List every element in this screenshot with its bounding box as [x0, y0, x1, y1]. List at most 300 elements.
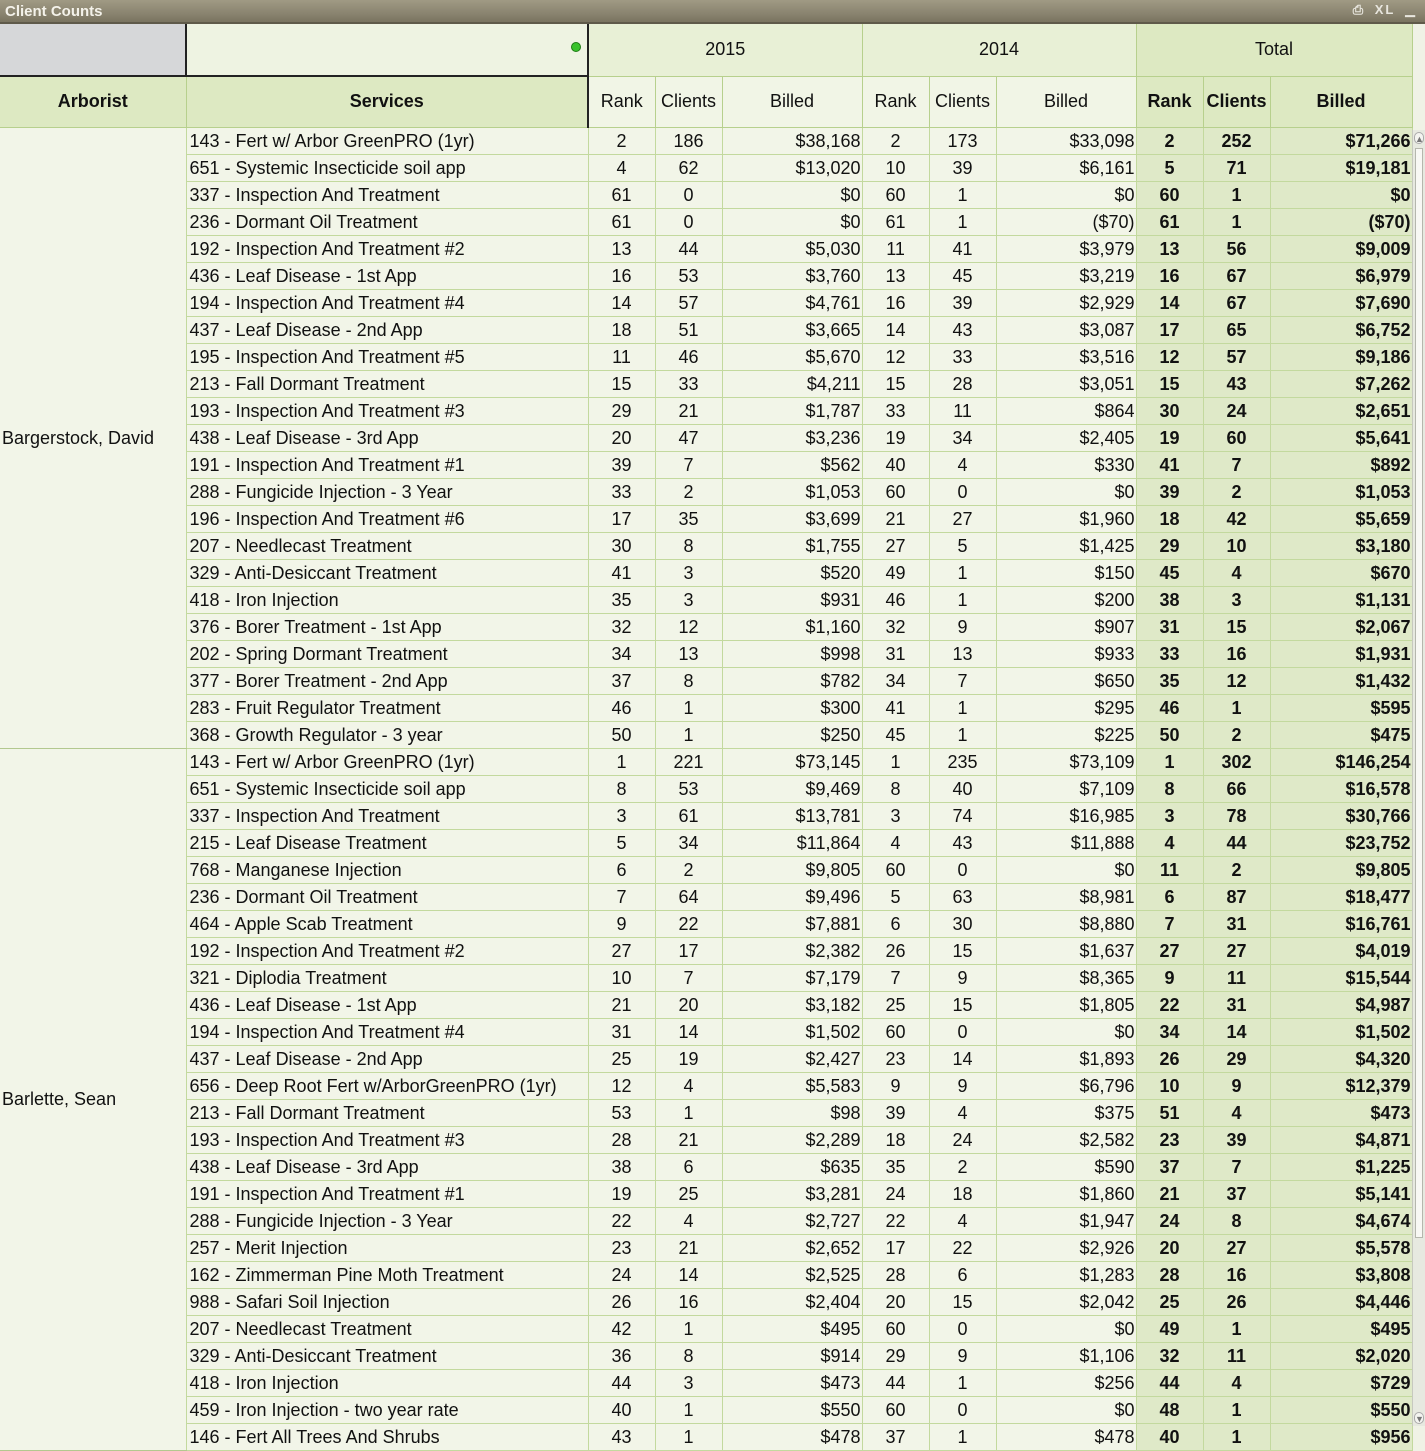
cell-2015-rank: 16: [588, 262, 655, 289]
cell-2014-clients: 15: [929, 1288, 996, 1315]
table-row[interactable]: [0, 1261, 1412, 1288]
cell-total-billed: $3,180: [1270, 532, 1412, 559]
cell-2014-clients: 43: [929, 316, 996, 343]
cell-total-clients: 65: [1203, 316, 1270, 343]
cell-service[interactable]: 337 - Inspection And Treatment: [186, 181, 588, 208]
window-titlebar: [0, 0, 1425, 24]
table-row[interactable]: [0, 559, 1412, 586]
cell-2015-billed: $3,182: [722, 991, 862, 1018]
cell-total-rank: 5: [1136, 154, 1203, 181]
cell-2015-rank: 53: [588, 1099, 655, 1126]
print-icon[interactable]: ⎙: [1352, 2, 1366, 17]
cell-2015-billed: $5,030: [722, 235, 862, 262]
cell-2015-clients: 8: [655, 532, 722, 559]
cell-2014-billed: $650: [996, 667, 1136, 694]
cell-2014-clients: 1: [929, 694, 996, 721]
cell-total-billed: $475: [1270, 721, 1412, 748]
cell-2014-billed: $0: [996, 1018, 1136, 1045]
cell-total-billed: ($70): [1270, 208, 1412, 235]
cell-2014-clients: 63: [929, 883, 996, 910]
cell-total-clients: 1: [1203, 694, 1270, 721]
cell-service[interactable]: 377 - Borer Treatment - 2nd App: [186, 667, 588, 694]
cell-2014-clients: 6: [929, 1261, 996, 1288]
table-row[interactable]: [0, 667, 1412, 694]
cell-service[interactable]: 438 - Leaf Disease - 3rd App: [186, 1153, 588, 1180]
table-row[interactable]: [0, 721, 1412, 748]
cell-total-billed: $5,141: [1270, 1180, 1412, 1207]
table-row[interactable]: [0, 154, 1412, 181]
cell-2014-rank: 33: [862, 397, 929, 424]
cell-service[interactable]: 192 - Inspection And Treatment #2: [186, 235, 588, 262]
cell-2015-clients: 4: [655, 1072, 722, 1099]
cell-2014-billed: $478: [996, 1423, 1136, 1450]
table-row[interactable]: [0, 1423, 1412, 1450]
cell-2014-rank: 12: [862, 343, 929, 370]
table-row[interactable]: [0, 1045, 1412, 1072]
cell-2015-rank: 37: [588, 667, 655, 694]
cell-service[interactable]: 651 - Systemic Insecticide soil app: [186, 154, 588, 181]
cell-service[interactable]: 196 - Inspection And Treatment #6: [186, 505, 588, 532]
cell-2015-clients: 2: [655, 856, 722, 883]
cell-total-clients: 71: [1203, 154, 1270, 181]
cell-2014-billed: $1,960: [996, 505, 1136, 532]
cell-2015-clients: 35: [655, 505, 722, 532]
cell-2015-billed: $4,761: [722, 289, 862, 316]
cell-total-billed: $1,053: [1270, 478, 1412, 505]
cell-2014-clients: 1: [929, 208, 996, 235]
cell-2014-billed: $6,161: [996, 154, 1136, 181]
cell-service[interactable]: 418 - Iron Injection: [186, 1369, 588, 1396]
table-row[interactable]: [0, 910, 1412, 937]
table-row[interactable]: [0, 802, 1412, 829]
table-row[interactable]: [0, 370, 1412, 397]
column-header-clients[interactable]: Clients: [1203, 76, 1270, 127]
cell-2015-rank: 29: [588, 397, 655, 424]
year-header-2015[interactable]: 2015: [588, 24, 862, 76]
table-row[interactable]: [0, 262, 1412, 289]
cell-2015-clients: 51: [655, 316, 722, 343]
column-header-rank[interactable]: Rank: [862, 76, 929, 127]
cell-2015-billed: $782: [722, 667, 862, 694]
table-row[interactable]: [0, 775, 1412, 802]
cell-2014-billed: $150: [996, 559, 1136, 586]
cell-2014-rank: 60: [862, 1315, 929, 1342]
cell-2014-rank: 35: [862, 1153, 929, 1180]
column-header-services[interactable]: Services: [186, 76, 588, 127]
table-row[interactable]: [0, 289, 1412, 316]
cell-2014-billed: $16,985: [996, 802, 1136, 829]
cell-2015-billed: $931: [722, 586, 862, 613]
table-row[interactable]: [0, 532, 1412, 559]
cell-2014-rank: 4: [862, 829, 929, 856]
table-row[interactable]: [0, 397, 1412, 424]
column-header-billed[interactable]: Billed: [1270, 76, 1412, 127]
table-row[interactable]: [0, 451, 1412, 478]
table-row[interactable]: [0, 316, 1412, 343]
cell-service[interactable]: 376 - Borer Treatment - 1st App: [186, 613, 588, 640]
cell-total-clients: 27: [1203, 1234, 1270, 1261]
cell-total-clients: 4: [1203, 1099, 1270, 1126]
cell-2014-billed: $1,106: [996, 1342, 1136, 1369]
cell-service[interactable]: 257 - Merit Injection: [186, 1234, 588, 1261]
cell-service[interactable]: 207 - Needlecast Treatment: [186, 1315, 588, 1342]
cell-2014-clients: 74: [929, 802, 996, 829]
cell-service[interactable]: 143 - Fert w/ Arbor GreenPRO (1yr): [186, 748, 588, 775]
cell-service[interactable]: 194 - Inspection And Treatment #4: [186, 289, 588, 316]
table-row[interactable]: [0, 478, 1412, 505]
cell-2015-billed: $2,404: [722, 1288, 862, 1315]
cell-2014-rank: 60: [862, 1396, 929, 1423]
cell-2015-billed: $38,168: [722, 127, 862, 154]
table-row[interactable]: [0, 1099, 1412, 1126]
cell-arborist[interactable]: Bargerstock, David: [0, 127, 186, 748]
cell-2014-clients: 34: [929, 424, 996, 451]
cell-total-rank: 4: [1136, 829, 1203, 856]
cell-total-rank: 17: [1136, 316, 1203, 343]
cell-2015-clients: 0: [655, 181, 722, 208]
vertical-scrollbar[interactable]: [1412, 130, 1425, 1426]
table-row[interactable]: [0, 1315, 1412, 1342]
table-row[interactable]: [0, 991, 1412, 1018]
cell-total-rank: 28: [1136, 1261, 1203, 1288]
cell-2015-clients: 2: [655, 478, 722, 505]
cell-2015-rank: 22: [588, 1207, 655, 1234]
cell-2015-billed: $998: [722, 640, 862, 667]
column-header-clients[interactable]: Clients: [655, 76, 722, 127]
table-row[interactable]: [0, 856, 1412, 883]
table-row[interactable]: [0, 964, 1412, 991]
cell-total-clients: 16: [1203, 1261, 1270, 1288]
cell-total-clients: 11: [1203, 1342, 1270, 1369]
table-row[interactable]: [0, 1180, 1412, 1207]
cell-total-rank: 21: [1136, 1180, 1203, 1207]
cell-total-clients: 56: [1203, 235, 1270, 262]
cell-total-billed: $4,674: [1270, 1207, 1412, 1234]
cell-2014-rank: 39: [862, 1099, 929, 1126]
cell-2015-clients: 34: [655, 829, 722, 856]
cell-total-rank: 13: [1136, 235, 1203, 262]
table-row[interactable]: [0, 181, 1412, 208]
cell-2015-billed: $250: [722, 721, 862, 748]
table-row[interactable]: [0, 1153, 1412, 1180]
column-header-billed[interactable]: Billed: [722, 76, 862, 127]
cell-total-clients: 31: [1203, 910, 1270, 937]
cell-service[interactable]: 213 - Fall Dormant Treatment: [186, 1099, 588, 1126]
xl-icon[interactable]: XL: [1374, 2, 1396, 17]
cell-2015-billed: $473: [722, 1369, 862, 1396]
cell-total-clients: 302: [1203, 748, 1270, 775]
cell-total-billed: $9,009: [1270, 235, 1412, 262]
cell-service[interactable]: 213 - Fall Dormant Treatment: [186, 370, 588, 397]
cell-2015-billed: $2,652: [722, 1234, 862, 1261]
column-header-arborist[interactable]: Arborist: [0, 76, 186, 127]
cell-2015-clients: 6: [655, 1153, 722, 1180]
cell-total-rank: 51: [1136, 1099, 1203, 1126]
year-header-total[interactable]: Total: [1136, 24, 1412, 76]
cell-service[interactable]: 321 - Diplodia Treatment: [186, 964, 588, 991]
table-row[interactable]: [0, 829, 1412, 856]
cell-2014-rank: 32: [862, 613, 929, 640]
cell-2015-rank: 12: [588, 1072, 655, 1099]
cell-2014-billed: $864: [996, 397, 1136, 424]
cell-service[interactable]: 368 - Growth Regulator - 3 year: [186, 721, 588, 748]
cell-2015-clients: 46: [655, 343, 722, 370]
cell-service[interactable]: 437 - Leaf Disease - 2nd App: [186, 1045, 588, 1072]
cell-2015-billed: $3,665: [722, 316, 862, 343]
cell-2014-clients: 1: [929, 1423, 996, 1450]
cell-2014-clients: 33: [929, 343, 996, 370]
cell-service[interactable]: 215 - Leaf Disease Treatment: [186, 829, 588, 856]
cell-total-billed: $5,641: [1270, 424, 1412, 451]
cell-2015-rank: 14: [588, 289, 655, 316]
cell-service[interactable]: 337 - Inspection And Treatment: [186, 802, 588, 829]
cell-2014-billed: $0: [996, 478, 1136, 505]
column-header-rank[interactable]: Rank: [588, 76, 655, 127]
cell-2015-billed: $5,583: [722, 1072, 862, 1099]
cell-service[interactable]: 437 - Leaf Disease - 2nd App: [186, 316, 588, 343]
table-row[interactable]: [0, 937, 1412, 964]
cell-total-rank: 30: [1136, 397, 1203, 424]
cell-2014-billed: $295: [996, 694, 1136, 721]
cell-2014-billed: $1,805: [996, 991, 1136, 1018]
cell-2015-rank: 40: [588, 1396, 655, 1423]
cell-total-rank: 3: [1136, 802, 1203, 829]
cell-service[interactable]: 146 - Fert All Trees And Shrubs: [186, 1423, 588, 1450]
table-row[interactable]: [0, 640, 1412, 667]
cell-2014-rank: 1: [862, 748, 929, 775]
cell-2015-billed: $7,881: [722, 910, 862, 937]
cell-2014-rank: 23: [862, 1045, 929, 1072]
cell-service[interactable]: 651 - Systemic Insecticide soil app: [186, 775, 588, 802]
cell-2014-rank: 3: [862, 802, 929, 829]
cell-2014-rank: 27: [862, 532, 929, 559]
table-row[interactable]: [0, 127, 1412, 154]
cell-2014-billed: $1,893: [996, 1045, 1136, 1072]
cell-total-rank: 49: [1136, 1315, 1203, 1342]
cell-service[interactable]: 194 - Inspection And Treatment #4: [186, 1018, 588, 1045]
cell-service[interactable]: 459 - Iron Injection - two year rate: [186, 1396, 588, 1423]
cell-2014-rank: 44: [862, 1369, 929, 1396]
cell-total-billed: $5,578: [1270, 1234, 1412, 1261]
scroll-thumb[interactable]: [1415, 148, 1423, 1238]
cell-2015-clients: 3: [655, 1369, 722, 1396]
cell-total-billed: $473: [1270, 1099, 1412, 1126]
cell-total-billed: $1,225: [1270, 1153, 1412, 1180]
cell-service[interactable]: 329 - Anti-Desiccant Treatment: [186, 559, 588, 586]
cell-service[interactable]: 192 - Inspection And Treatment #2: [186, 937, 588, 964]
cell-service[interactable]: 162 - Zimmerman Pine Moth Treatment: [186, 1261, 588, 1288]
cell-2014-rank: 18: [862, 1126, 929, 1153]
cell-2015-rank: 61: [588, 208, 655, 235]
cell-2015-clients: 16: [655, 1288, 722, 1315]
table-row[interactable]: [0, 1126, 1412, 1153]
cell-2015-rank: 25: [588, 1045, 655, 1072]
cell-total-rank: 61: [1136, 208, 1203, 235]
cell-2014-rank: 13: [862, 262, 929, 289]
cell-2014-clients: 15: [929, 991, 996, 1018]
cell-2015-rank: 1: [588, 748, 655, 775]
cell-service[interactable]: 283 - Fruit Regulator Treatment: [186, 694, 588, 721]
cell-2015-clients: 21: [655, 1234, 722, 1261]
table-row[interactable]: [0, 748, 1412, 775]
cell-2014-rank: 15: [862, 370, 929, 397]
cell-2014-clients: 11: [929, 397, 996, 424]
cell-total-clients: 10: [1203, 532, 1270, 559]
minimize-icon[interactable]: ▁: [1405, 2, 1417, 17]
cell-2014-clients: 1: [929, 586, 996, 613]
cell-2015-rank: 5: [588, 829, 655, 856]
cell-service[interactable]: 656 - Deep Root Fert w/ArborGreenPRO (1yr): [186, 1072, 588, 1099]
table-row[interactable]: [0, 1234, 1412, 1261]
cell-2015-rank: 6: [588, 856, 655, 883]
cell-2015-clients: 64: [655, 883, 722, 910]
cell-2014-clients: 39: [929, 289, 996, 316]
cell-2015-billed: $478: [722, 1423, 862, 1450]
table-row[interactable]: [0, 694, 1412, 721]
scroll-up-icon[interactable]: ▲: [1415, 134, 1424, 144]
cell-2014-clients: 14: [929, 1045, 996, 1072]
cell-2015-rank: 41: [588, 559, 655, 586]
cell-service[interactable]: 193 - Inspection And Treatment #3: [186, 397, 588, 424]
cell-service[interactable]: 329 - Anti-Desiccant Treatment: [186, 1342, 588, 1369]
cell-total-clients: 15: [1203, 613, 1270, 640]
cell-total-clients: 78: [1203, 802, 1270, 829]
cell-total-rank: 6: [1136, 883, 1203, 910]
cell-total-rank: 31: [1136, 613, 1203, 640]
cell-total-billed: $19,181: [1270, 154, 1412, 181]
cell-total-clients: 7: [1203, 1153, 1270, 1180]
cell-total-billed: $4,446: [1270, 1288, 1412, 1315]
cell-2014-rank: 40: [862, 451, 929, 478]
cell-total-rank: 14: [1136, 289, 1203, 316]
cell-service[interactable]: 438 - Leaf Disease - 3rd App: [186, 424, 588, 451]
cell-2015-billed: $7,179: [722, 964, 862, 991]
cell-service[interactable]: 288 - Fungicide Injection - 3 Year: [186, 478, 588, 505]
cell-total-clients: 12: [1203, 667, 1270, 694]
cell-2014-rank: 31: [862, 640, 929, 667]
table-row[interactable]: [0, 1288, 1412, 1315]
cell-total-rank: 22: [1136, 991, 1203, 1018]
cell-2015-clients: 3: [655, 586, 722, 613]
cell-2014-clients: 0: [929, 1315, 996, 1342]
cell-2014-clients: 13: [929, 640, 996, 667]
cell-2015-clients: 1: [655, 1423, 722, 1450]
cell-service[interactable]: 193 - Inspection And Treatment #3: [186, 1126, 588, 1153]
cell-total-rank: 45: [1136, 559, 1203, 586]
cell-2015-billed: $3,699: [722, 505, 862, 532]
cell-arborist[interactable]: Barlette, Sean: [0, 748, 186, 1450]
cell-2015-clients: 1: [655, 1396, 722, 1423]
cell-service[interactable]: 236 - Dormant Oil Treatment: [186, 208, 588, 235]
table-row[interactable]: [0, 1072, 1412, 1099]
table-row[interactable]: [0, 1369, 1412, 1396]
cell-service[interactable]: 768 - Manganese Injection: [186, 856, 588, 883]
cell-2014-billed: $225: [996, 721, 1136, 748]
cell-2015-billed: $1,787: [722, 397, 862, 424]
cell-service[interactable]: 436 - Leaf Disease - 1st App: [186, 991, 588, 1018]
cell-2014-billed: $330: [996, 451, 1136, 478]
cell-2014-rank: 24: [862, 1180, 929, 1207]
table-row[interactable]: [0, 1396, 1412, 1423]
cell-2014-clients: 9: [929, 1342, 996, 1369]
column-header-billed[interactable]: Billed: [996, 76, 1136, 127]
cell-2015-billed: $9,496: [722, 883, 862, 910]
cell-service[interactable]: 288 - Fungicide Injection - 3 Year: [186, 1207, 588, 1234]
cell-2014-billed: $907: [996, 613, 1136, 640]
cell-2015-rank: 8: [588, 775, 655, 802]
cell-2014-rank: 20: [862, 1288, 929, 1315]
cell-2015-clients: 21: [655, 1126, 722, 1153]
cell-2014-rank: 6: [862, 910, 929, 937]
cell-2015-rank: 30: [588, 532, 655, 559]
column-header-rank[interactable]: Rank: [1136, 76, 1203, 127]
cell-2015-billed: $1,502: [722, 1018, 862, 1045]
cell-total-billed: $4,871: [1270, 1126, 1412, 1153]
cell-service[interactable]: 207 - Needlecast Treatment: [186, 532, 588, 559]
cell-total-rank: 48: [1136, 1396, 1203, 1423]
cell-total-rank: 18: [1136, 505, 1203, 532]
column-header-clients[interactable]: Clients: [929, 76, 996, 127]
cell-2015-rank: 26: [588, 1288, 655, 1315]
cell-service[interactable]: 988 - Safari Soil Injection: [186, 1288, 588, 1315]
table-row[interactable]: [0, 235, 1412, 262]
cell-2014-rank: 19: [862, 424, 929, 451]
cell-2014-rank: 17: [862, 1234, 929, 1261]
cell-2015-rank: 27: [588, 937, 655, 964]
cell-total-billed: $2,020: [1270, 1342, 1412, 1369]
cell-2015-rank: 9: [588, 910, 655, 937]
table-row[interactable]: [0, 208, 1412, 235]
cell-2015-billed: $495: [722, 1315, 862, 1342]
cell-service[interactable]: 436 - Leaf Disease - 1st App: [186, 262, 588, 289]
cell-total-billed: $15,544: [1270, 964, 1412, 991]
cell-total-billed: $1,432: [1270, 667, 1412, 694]
table-row[interactable]: [0, 424, 1412, 451]
table-row[interactable]: [0, 1207, 1412, 1234]
cell-service[interactable]: 143 - Fert w/ Arbor GreenPRO (1yr): [186, 127, 588, 154]
cell-2014-billed: $0: [996, 1315, 1136, 1342]
table-row[interactable]: [0, 883, 1412, 910]
year-header-2014[interactable]: 2014: [862, 24, 1136, 76]
cell-2014-billed: $1,947: [996, 1207, 1136, 1234]
cell-service[interactable]: 236 - Dormant Oil Treatment: [186, 883, 588, 910]
cell-2015-rank: 46: [588, 694, 655, 721]
cell-service[interactable]: 191 - Inspection And Treatment #1: [186, 451, 588, 478]
cell-total-clients: 24: [1203, 397, 1270, 424]
cell-service[interactable]: 418 - Iron Injection: [186, 586, 588, 613]
cell-total-clients: 2: [1203, 856, 1270, 883]
scroll-down-icon[interactable]: ▼: [1415, 1414, 1424, 1424]
cell-service[interactable]: 202 - Spring Dormant Treatment: [186, 640, 588, 667]
cell-2015-billed: $3,236: [722, 424, 862, 451]
cell-service[interactable]: 464 - Apple Scab Treatment: [186, 910, 588, 937]
cell-service[interactable]: 195 - Inspection And Treatment #5: [186, 343, 588, 370]
cell-2014-billed: $3,051: [996, 370, 1136, 397]
cell-service[interactable]: 191 - Inspection And Treatment #1: [186, 1180, 588, 1207]
table-row[interactable]: [0, 343, 1412, 370]
cell-2015-billed: $2,382: [722, 937, 862, 964]
cell-2015-clients: 19: [655, 1045, 722, 1072]
table-row[interactable]: [0, 1018, 1412, 1045]
cell-2015-rank: 10: [588, 964, 655, 991]
table-row[interactable]: [0, 505, 1412, 532]
cell-2014-clients: 22: [929, 1234, 996, 1261]
table-body: [0, 127, 1412, 1450]
table-row[interactable]: [0, 1342, 1412, 1369]
table-row[interactable]: [0, 613, 1412, 640]
cell-total-rank: 46: [1136, 694, 1203, 721]
table-row[interactable]: [0, 586, 1412, 613]
